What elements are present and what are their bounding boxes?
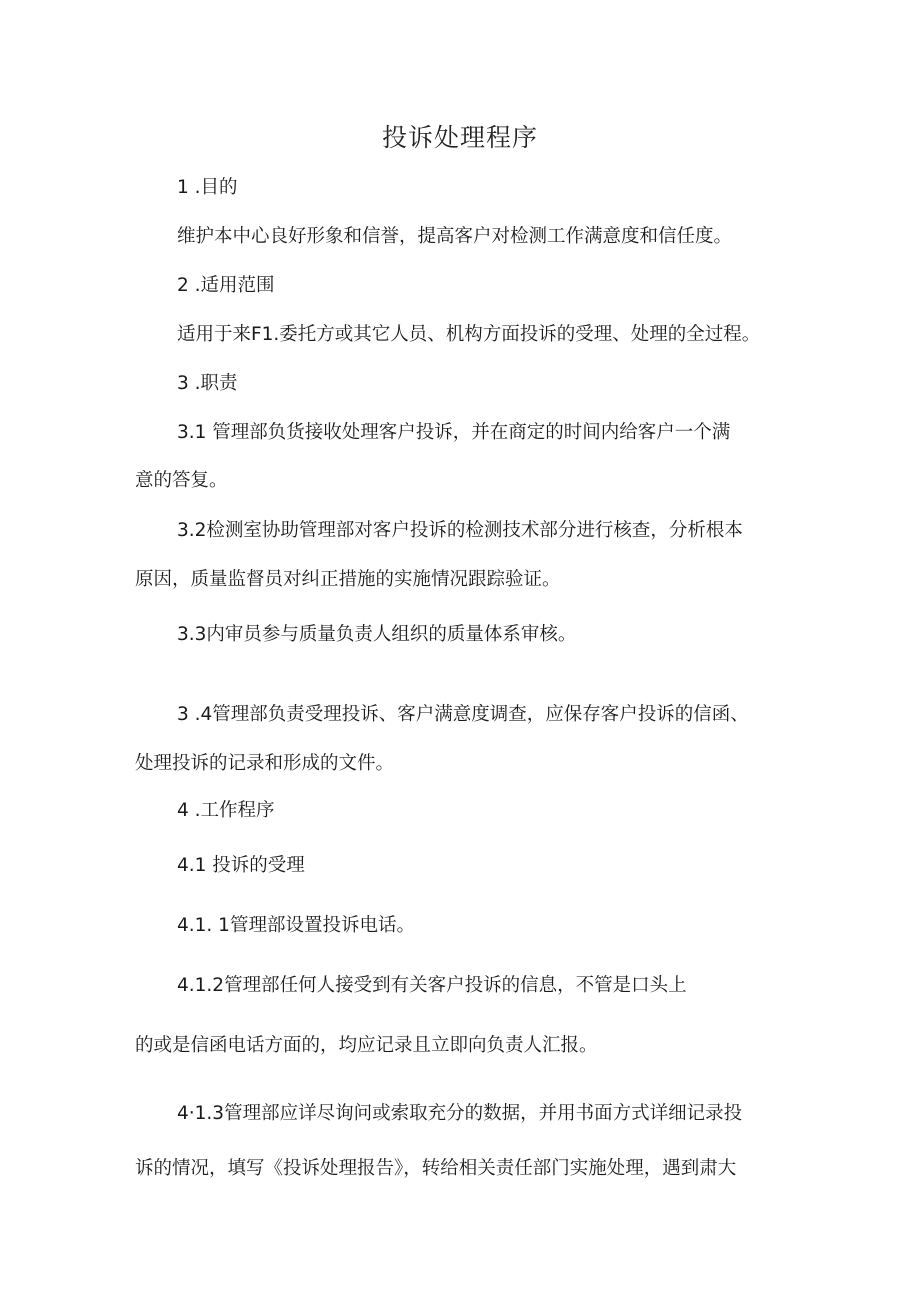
section-heading-purpose: 1 .目的	[177, 177, 238, 198]
document-title: 投诉处理程序	[381, 123, 538, 152]
paragraph-3-1-line-2: 意的答复。	[135, 470, 228, 491]
subsection-heading-4-1: 4.1 投诉的受理	[177, 855, 305, 876]
paragraph-4-1-1: 4.1. 1管理部设置投诉电话。	[177, 915, 415, 936]
paragraph-3-1-line-1: 3.1 管理部负货接收处理客户投诉，并在商定的时间内给客户一个满	[177, 422, 731, 443]
paragraph-3-4-line-2: 处理投诉的记录和形成的文件。	[135, 753, 395, 774]
section-heading-responsibilities: 3 .职责	[177, 373, 238, 394]
paragraph-4-1-2-line-2: 的或是信函电话方面的，均应记录且立即向负责人汇报。	[135, 1035, 598, 1056]
section-heading-procedure: 4 .工作程序	[177, 800, 275, 821]
section-heading-scope: 2 .适用范围	[177, 275, 275, 296]
paragraph-scope: 适用于来F1.委托方或其它人员、机构方面投诉的受理、处理的全过程。	[177, 324, 761, 345]
paragraph-4-1-3-line-2: 诉的情况，填写《投诉处理报告》，转给相关责任部门实施处理，遇到肃大	[135, 1158, 737, 1179]
paragraph-purpose: 维护本中心良好形象和信誉，提高客户对检测工作满意度和信任度。	[177, 226, 733, 247]
paragraph-3-4-line-1: 3 .4管理部负责受理投诉、客户满意度调查，应保存客户投诉的信函、	[177, 704, 749, 725]
paragraph-3-3: 3.3内审员参与质量负责人组织的质量体系审核。	[177, 624, 577, 645]
paragraph-4-1-3-line-1: 4·1.3管理部应详尽询问或索取充分的数据，并用书面方式详细记录投	[177, 1103, 743, 1124]
paragraph-3-2-line-2: 原因，质量监督员对纠正措施的实施情况跟踪验证。	[135, 569, 561, 590]
paragraph-3-2-line-1: 3.2检测室协助管理部对客户投诉的检测技术部分进行核查，分析根本	[177, 520, 743, 541]
paragraph-4-1-2-line-1: 4.1.2管理部任何人接受到有关客户投诉的信息，不管是口头上	[177, 975, 687, 996]
